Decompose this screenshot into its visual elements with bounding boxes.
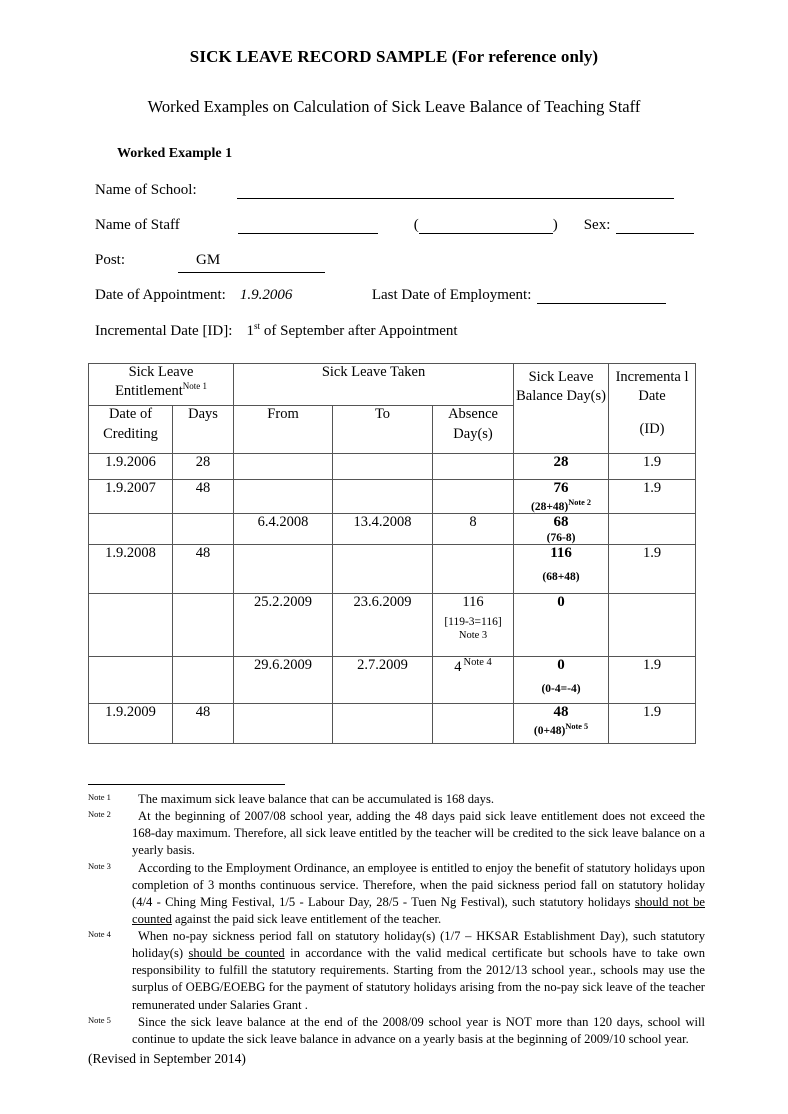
date-of-appointment-label: Date of Appointment: [95,287,226,303]
cell-balance [514,480,609,514]
cell-incremental-date: 1.9 [609,480,696,514]
header-date-of-crediting [89,406,173,454]
sex-label: Sex: [583,217,611,233]
footnote-3-text [132,860,705,929]
cell-absence [433,480,514,514]
incremental-date-value [246,323,457,339]
footnote-1-label: Note 1 [88,792,111,802]
header-days: Days [173,406,234,454]
header-balance-line1: Sick Leave [528,369,594,385]
page-title: SICK LEAVE RECORD SAMPLE (For reference only) [189,47,599,66]
sex-input[interactable] [616,219,694,234]
cell-incremental-date [609,594,696,657]
form-row-staff [95,217,705,252]
cell-to [333,480,433,514]
footnote-3-text-part1: According to the Employment Ordinance, an employee is entitled to enjoy the benefit of statutory holidays upon completion of 3 months continuous service. Therefore, when the paid sickness period fall on statutory holiday (4/4 - Ching Ming Festival, 1/5 - Labour Day, 28/5 - Tuen Ng Festival), such statutory holidays [132,860,705,909]
form-row-incremental-date [95,322,705,357]
incremental-date-label: Incremental Date [ID]: [95,323,233,339]
cell-balance-formula-text: (28+48) [531,500,569,513]
post-value[interactable]: GM [178,252,325,273]
form-row-post [95,252,705,287]
header-incremental-line3: (ID) [639,421,665,438]
footnote-4-emphasis: should be counted [188,946,285,961]
header-entitlement-note: Note 1 [182,381,207,391]
incremental-date-value-ordinal: st [253,322,261,332]
cell-absence [433,594,514,657]
cell-days: 48 [173,480,234,514]
incremental-date-value-text: of September after Appointment [260,323,458,339]
name-of-staff-label: Name of Staff [95,217,180,233]
cell-from [234,480,333,514]
cell-absence-value: 116 [462,594,484,610]
header-incremental-line1: Incrementa [615,369,681,385]
footnote-4 [88,928,705,1014]
table-header-row-top [89,364,696,406]
cell-from: 29.6.2009 [234,657,333,704]
footnote-2-label: Note 2 [88,809,111,820]
footnote-4-text-part2: in accordance with the valid medical certificate but schools have to take own responsibility to fulfill the statutory requirements. Starting from the 2012/13 school year., schools may use the surplus of OEBG/EOEBG for the payment of statutory holidays arising from the no-pay sick leave of the teacher remunerated under Salaries Grant . [132,946,706,1012]
cell-balance [514,545,609,594]
table-row [89,514,696,545]
header-from: From [234,406,333,454]
cell-balance-value: 48 [553,704,569,720]
cell-absence-value-wrap [433,657,513,676]
cell-incremental-date [609,514,696,545]
table-row [89,545,696,594]
cell-balance-value: 0 [557,594,565,610]
footnote-4-label: Note 4 [88,929,111,939]
header-absence [433,406,514,454]
footnote-1-text: The maximum sick leave balance that can be accumulated is 168 days. [138,792,494,806]
cell-balance-value: 28 [553,454,569,470]
cell-date-of-crediting [89,594,173,657]
cell-balance-value: 68 [553,514,569,530]
cell-absence-value: 4 [454,658,462,675]
header-to: To [333,406,433,454]
header-sick-leave-taken: Sick Leave Taken [234,364,514,406]
footnote-2 [88,808,705,859]
cell-from: 25.2.2009 [234,594,333,657]
cell-balance-formula [514,498,608,513]
cell-date-of-crediting [89,657,173,704]
revision-date: (Revised in September 2014) [88,1051,246,1066]
cell-date-of-crediting: 1.9.2006 [89,454,173,480]
form-row-appointment [95,287,705,322]
header-date-of-crediting-line1: Date of [108,406,153,422]
footnotes-section [88,791,705,1048]
cell-absence-calculation: [119-3=116] [444,616,502,628]
footnote-3-text-part2: against the paid sick leave entitlement of the teacher. [171,911,442,926]
footnote-1 [88,791,705,808]
cell-to: 2.7.2009 [333,657,433,704]
cell-to [333,454,433,480]
cell-to: 23.6.2009 [333,594,433,657]
cell-absence [433,545,514,594]
cell-balance-formula-text: (0+48) [533,724,566,737]
cell-balance [514,454,609,480]
table-row [89,657,696,704]
table-row [89,480,696,514]
date-of-appointment-value[interactable]: 1.9.2006 [239,287,293,303]
cell-absence [433,657,514,704]
cell-balance-value: 0 [557,657,565,673]
sick-leave-record-table [88,363,696,744]
cell-absence-note-ref: Note 3 [458,630,488,641]
header-entitlement-label: Sick Leave Entitlement [115,364,194,399]
cell-date-of-crediting: 1.9.2007 [89,480,173,514]
staff-chinese-name-open-paren: ( [413,217,419,233]
cell-balance-value: 76 [553,480,569,496]
cell-days [173,594,234,657]
cell-to [333,545,433,594]
header-balance-line3: Day(s) [566,388,606,405]
last-date-of-employment-input[interactable] [537,289,666,304]
header-incremental-line2: l Date [638,369,689,405]
worked-example-heading: Worked Example 1 [117,146,233,161]
cell-from [234,704,333,744]
cell-balance-formula-text: (0-4=-4) [541,683,581,695]
header-absence-line1: Absence [448,406,498,422]
incremental-date-value-number: 1 [246,323,254,339]
footnote-5-text: Since the sick leave balance at the end of the 2008/09 school year is NOT more than 120 days, school will continue to update the sick leave balance in advance on a yearly basis at the beginning of 2009/10 school year. [132,1014,705,1046]
staff-details-form [95,182,705,357]
footnote-3-label: Note 3 [88,860,111,871]
header-balance-line2: Balance [516,388,563,405]
cell-balance-formula [514,571,608,583]
form-row-school [95,182,705,217]
cell-incremental-date: 1.9 [609,704,696,744]
cell-balance [514,594,609,657]
footnote-4-text [132,928,705,1014]
name-of-staff-input[interactable] [238,219,378,234]
cell-balance-formula [514,683,608,695]
cell-days [173,657,234,704]
footnote-3-emphasis: should not be counted [132,894,705,926]
page-subtitle: Worked Examples on Calculation of Sick Leave Balance of Teaching Staff [147,97,641,116]
header-sick-leave-balance [514,364,609,454]
name-of-school-label: Name of School: [95,182,197,198]
cell-days: 48 [173,545,234,594]
cell-to: 13.4.2008 [333,514,433,545]
footnote-3 [88,860,705,929]
cell-incremental-date: 1.9 [609,454,696,480]
cell-date-of-crediting: 1.9.2008 [89,545,173,594]
footnote-5-label: Note 5 [88,1014,111,1025]
cell-balance-formula-text: (68+48) [542,571,580,583]
footnote-2-text: At the beginning of 2007/08 school year, adding the 48 days paid sick leave entitlement does not exceed the 168-day maximum. Therefore, all sick leave entitled by the teacher will be credited to the sick leave balance on a yearly basis. [132,809,705,858]
cell-balance-value: 116 [550,545,572,561]
cell-balance-formula [514,722,608,737]
name-of-school-input[interactable] [237,184,674,199]
staff-chinese-name-input[interactable] [419,219,553,234]
cell-absence [433,704,514,744]
cell-balance [514,514,609,545]
table-row [89,454,696,480]
cell-balance [514,704,609,744]
header-date-of-crediting-line2: Crediting [103,426,158,442]
cell-incremental-date: 1.9 [609,545,696,594]
cell-balance [514,657,609,704]
header-incremental-date [609,364,696,454]
cell-balance-note-ref: Note 5 [565,722,589,731]
cell-days [173,514,234,545]
cell-from [234,545,333,594]
cell-date-of-crediting [89,514,173,545]
footnote-separator [88,784,285,785]
staff-chinese-name-close-paren: ) [552,217,558,233]
cell-absence [433,514,514,545]
cell-absence [433,454,514,480]
post-label: Post: [95,252,126,268]
table-row [89,594,696,657]
cell-date-of-crediting: 1.9.2009 [89,704,173,744]
table-row [89,704,696,744]
cell-from [234,454,333,480]
last-date-of-employment-label: Last Date of Employment: [371,287,532,303]
cell-incremental-date: 1.9 [609,657,696,704]
cell-balance-formula [514,532,608,544]
cell-days: 48 [173,704,234,744]
footnote-5 [88,1014,705,1048]
cell-days: 28 [173,454,234,480]
cell-balance-note-ref: Note 2 [568,498,591,507]
cell-to [333,704,433,744]
cell-absence-value: 8 [469,514,477,530]
footnote-4-text-part1: When no-pay sickness period fall on statutory holiday(s) (1/7 – HKSAR Establishment Day), such statutory holiday(s) [132,929,705,961]
cell-balance-formula-text: (76-8) [546,532,576,544]
cell-from: 6.4.2008 [234,514,333,545]
header-absence-line2: Day(s) [453,426,493,442]
header-entitlement [89,364,234,406]
cell-absence-note-ref: Note 4 [463,657,492,668]
